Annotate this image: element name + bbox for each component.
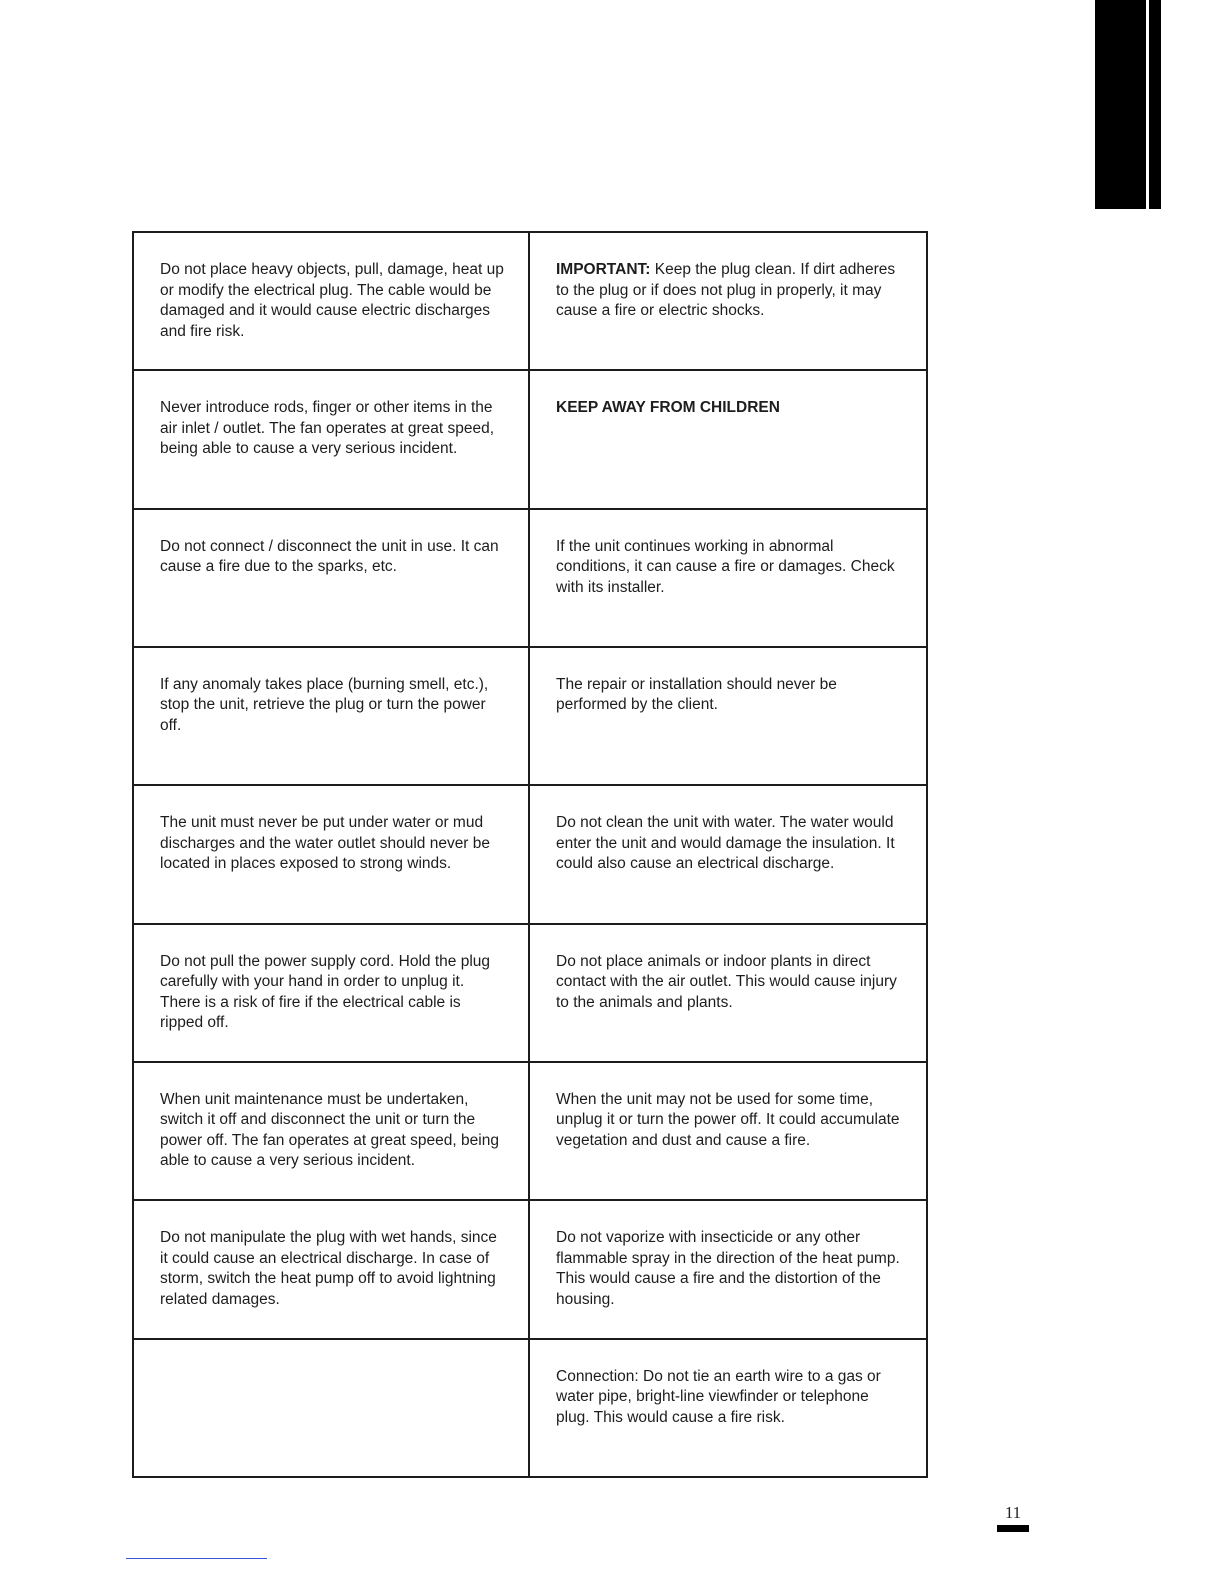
empty-cell	[133, 1339, 529, 1477]
warning-cell-earth-wire	[529, 1339, 927, 1477]
warning-cell-clean-water	[529, 785, 927, 923]
warning-text: Do not vaporize with insecticide or any other flammable spray in the direction of the heat pump. This would cause a fire and the distortion of the housing.	[556, 1229, 900, 1308]
table-row	[133, 647, 927, 785]
warning-cell-abnormal	[529, 509, 927, 647]
page-number-rule	[997, 1525, 1029, 1532]
warning-text: Do not place animals or indoor plants in direct contact with the air outlet. This would cause injury to the animals and plants.	[556, 952, 897, 1011]
warning-cell-connect	[133, 509, 529, 647]
section-edge-tab	[1095, 0, 1161, 209]
warning-text: Never introduce rods, finger or other items in the air inlet / outlet. The fan operates at great speed, being able to cause a very serious incident.	[160, 399, 495, 458]
table-row	[133, 232, 927, 370]
warning-cell-water-mud	[133, 785, 529, 923]
warning-cell-unused	[529, 1062, 927, 1200]
warning-text: Do not pull the power supply cord. Hold the plug carefully with your hand in order to unplug it. There is a risk of fire if the electrical cable is ripped off.	[160, 952, 491, 1032]
warning-cell-anomaly	[133, 647, 529, 785]
table-row	[133, 924, 927, 1062]
warning-text: Do not manipulate the plug with wet hands, since it could cause an electrical discharge. In case of storm, switch the heat pump off to avoid lightning related damages.	[160, 1229, 497, 1308]
warning-cell-insecticide	[529, 1200, 927, 1338]
warning-cell-maintenance	[133, 1062, 529, 1200]
warning-text: Do not clean the unit with water. The water would enter the unit and would damage the insulation. It could also cause an electrical discharge.	[556, 814, 895, 873]
warning-text: If any anomaly takes place (burning smell, etc.), stop the unit, retrieve the plug or turn the power off.	[160, 675, 489, 734]
table-row	[133, 1339, 927, 1477]
warning-text: The repair or installation should never be performed by the client.	[556, 675, 837, 714]
warning-cell-plug-clean	[529, 232, 927, 370]
footer-rule	[126, 1558, 267, 1559]
warning-cell-plug-damage	[133, 232, 529, 370]
table-row	[133, 1062, 927, 1200]
warning-text: Connection: Do not tie an earth wire to a gas or water pipe, bright-line viewfinder or telephone plug. This would cause a fire risk.	[556, 1367, 881, 1426]
table-row	[133, 785, 927, 923]
warning-text: Keep the plug clean. If dirt adheres to the plug or if does not plug in properly, it may cause a fire or electric shocks.	[556, 261, 896, 319]
warning-cell-power-cord	[133, 924, 529, 1062]
keep-away-label: KEEP AWAY FROM CHILDREN	[556, 399, 780, 417]
warning-text: The unit must never be put under water or mud discharges and the water outlet should never be located in places exposed to strong winds.	[160, 814, 491, 873]
warning-cell-air-inlet	[133, 370, 529, 508]
warning-cell-repair	[529, 647, 927, 785]
warning-cell-children	[529, 370, 927, 508]
section-edge-tab-divider	[1146, 0, 1149, 209]
warning-cell-animals-plants	[529, 924, 927, 1062]
warning-text: When the unit may not be used for some time, unplug it or turn the power off. It could accumulate vegetation and dust and cause a fire.	[556, 1090, 900, 1149]
table-row	[133, 509, 927, 647]
warning-text: If the unit continues working in abnormal conditions, it can cause a fire or damages. Check with its installer.	[556, 537, 895, 596]
warning-text: Do not place heavy objects, pull, damage, heat up or modify the electrical plug. The cable would be damaged and it would cause electric discharges and fire risk.	[160, 261, 504, 340]
table-row	[133, 1200, 927, 1338]
important-label: IMPORTANT:	[556, 261, 651, 278]
warning-text: Do not connect / disconnect the unit in use. It can cause a fire due to the sparks, etc.	[160, 537, 499, 576]
table-row	[133, 370, 927, 508]
page-number: 11	[1004, 1503, 1022, 1522]
warning-text: When unit maintenance must be undertaken, switch it off and disconnect the unit or turn the power off. The fan operates at great speed, being able to cause a very serious incident.	[160, 1090, 499, 1170]
safety-warnings-table	[132, 231, 928, 1478]
warning-cell-wet-hands	[133, 1200, 529, 1338]
